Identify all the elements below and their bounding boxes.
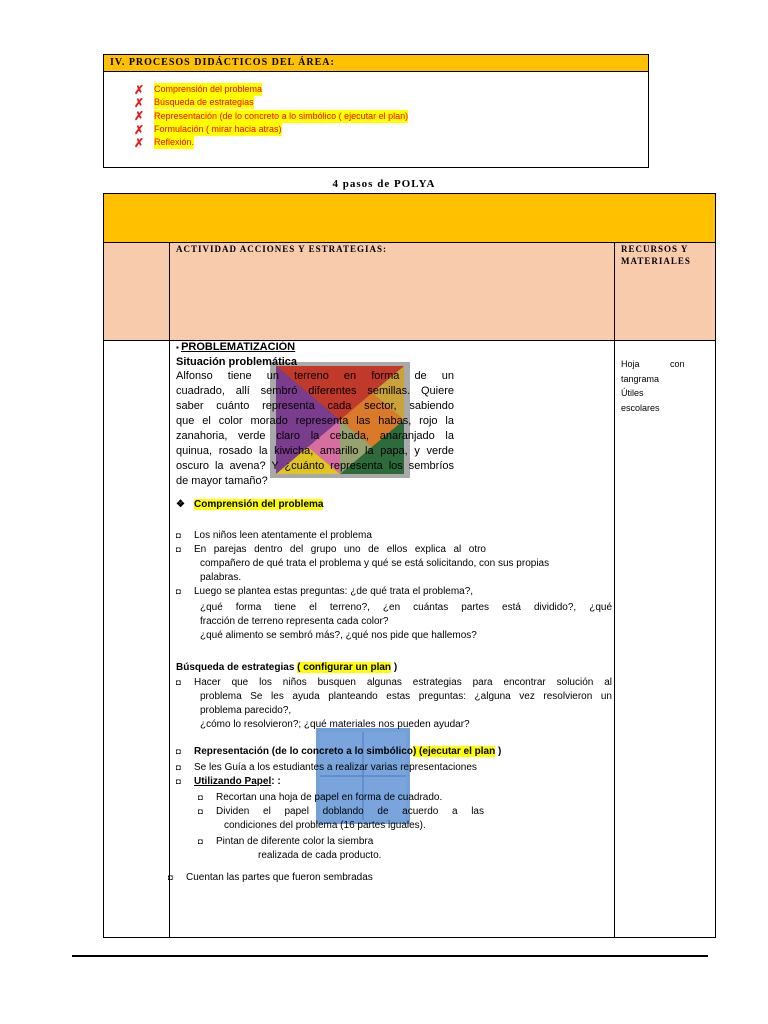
list-item: ◘ Pintan de diferente color la siembra — [198, 836, 374, 847]
box-bullet-icon: ◘ — [198, 837, 203, 846]
problem-line: saber cuánto representa cada sector, sabiendo — [176, 400, 454, 412]
list-item-cont: ¿qué alimento se sembró más?, ¿qué nos pide que hallemos? — [200, 630, 477, 641]
box-bullet-icon: ◘ — [176, 545, 181, 554]
list-item: ◘ Recortan una hoja de papel en forma de cuadrado. — [198, 792, 443, 803]
recursos-line: escolares — [621, 402, 660, 413]
table-border — [715, 193, 716, 938]
list-item-cont: problema Se les ayuda planteando estas preguntas: ¿alguna vez resolvieron un — [200, 691, 612, 702]
problem-line: Alfonso tiene un terreno en forma de un — [176, 370, 454, 382]
table-border — [103, 193, 104, 938]
cross-icon: ✗ — [134, 109, 145, 124]
process-item: ✗ Formulación ( mirar hacia atras) — [134, 122, 282, 137]
diamond-bullet-icon: ❖ — [176, 499, 185, 510]
process-item: ✗ Comprensión del problema — [134, 82, 263, 97]
box-bullet-icon: ◘ — [176, 777, 181, 786]
cross-icon: ✗ — [134, 95, 145, 110]
box-bullet-icon: ◘ — [176, 678, 181, 687]
cuentan-item: ◘ Cuentan las partes que fueron sembradas — [168, 872, 373, 883]
col-actividad-header: ACTIVIDAD ACCIONES Y ESTRATEGIAS: — [176, 244, 387, 254]
table-border — [103, 937, 716, 938]
situacion-heading: Situación problemática — [176, 356, 298, 368]
cross-icon: ✗ — [134, 82, 145, 97]
comprension-list — [176, 529, 612, 643]
list-item-cont: palabras. — [200, 572, 242, 583]
table-border — [103, 193, 716, 194]
problem-line: zanahoria, verde claro la cebada, anaranjado la — [176, 430, 454, 442]
table-header-yellow — [103, 193, 715, 242]
recursos-line: Hoja con — [621, 359, 685, 369]
section-iv-title: IV. PROCESOS DIDÁCTICOS DEL ÁREA: — [104, 55, 648, 72]
busqueda-list — [176, 676, 612, 732]
list-item-cont: problema parecido?, — [200, 705, 292, 716]
list-item: ◘ Hacer que los niños busquen algunas estrategias para encontrar solución al — [176, 677, 612, 688]
process-item: ✗ Reflexión. — [134, 135, 195, 150]
box-bullet-icon: ◘ — [198, 807, 203, 816]
box-bullet-icon: ◘ — [176, 747, 181, 756]
cross-icon: ✗ — [134, 122, 145, 137]
list-item: ◘ Se les Guía a los estudiantes a realizar varias representaciones — [176, 762, 477, 773]
problem-line: que el color morado representa las habas, rojo la — [176, 415, 454, 427]
comprension-heading: ❖ Comprensión del problema — [176, 499, 324, 510]
cross-icon: ✗ — [134, 135, 145, 150]
list-item-cont: condiciones del problema (16 partes iguales). — [224, 820, 426, 831]
papel-list — [198, 791, 484, 863]
list-item: ◘ Los niños leen atentamente el problema — [176, 530, 372, 541]
representacion-heading: ◘ Representación (de lo concreto a lo simbólico) (ejecutar el plan ) — [176, 746, 502, 757]
box-bullet-icon: ◘ — [168, 873, 173, 882]
list-item-cont: realizada de cada producto. — [258, 850, 382, 861]
list-item: ◘ Dividen el papel doblando de acuerdo a las — [198, 806, 484, 817]
table-border — [614, 242, 615, 938]
problematizacion-heading: ▪ PROBLEMATIZACIÓN — [176, 341, 296, 353]
col-recursos-header: RECURSOS Y MATERIALES — [621, 244, 691, 266]
section-iv-box — [103, 54, 649, 168]
box-bullet-icon: ◘ — [198, 793, 203, 802]
problem-line: oscuro la avena? Y ¿cuánto representa los sembríos — [176, 460, 454, 472]
problem-section — [176, 340, 454, 489]
problem-line: quinua, rosado la kiwicha, amarillo la papa, y verde — [176, 445, 454, 457]
list-item-cont: ¿cómo lo resolvieron?; ¿qué materiales nos pueden ayudar? — [200, 719, 470, 730]
process-list — [134, 83, 408, 149]
recursos-list — [621, 357, 687, 415]
busqueda-heading: Búsqueda de estrategias ( configurar un plan ) — [176, 662, 398, 673]
problem-line: de mayor tamaño? — [176, 475, 268, 487]
box-bullet-icon: ◘ — [176, 587, 181, 596]
representacion-list — [176, 761, 612, 789]
bullet-icon: ▪ — [176, 343, 182, 352]
problem-line: cuadrado, allí sembró diferentes semillas. Quiere — [176, 385, 454, 397]
list-item: ◘ Luego se plantea estas preguntas: ¿de qué trata el problema?, — [176, 586, 474, 597]
footer-rule — [72, 955, 708, 957]
process-item: ✗ Representación (de lo concreto a lo simbólico ( ejecutar el plan) — [134, 109, 409, 124]
list-item-cont: fracción de terreno representa cada color? — [200, 616, 389, 627]
process-item: ✗ Búsqueda de estrategias — [134, 95, 254, 110]
list-item: ◘ Utilizando Papel: : — [176, 776, 281, 787]
list-item-cont: ¿qué forma tiene el terreno?, ¿en cuántas partes está dividido?, ¿qué — [200, 602, 612, 613]
polya-title: 4 pasos de POLYA — [332, 178, 436, 190]
box-bullet-icon: ◘ — [176, 763, 181, 772]
list-item-cont: compañero de qué trata el problema y qué se está solicitando, con sus propias — [200, 558, 550, 569]
recursos-line: tangrama — [621, 373, 660, 384]
table-border — [169, 242, 170, 938]
box-bullet-icon: ◘ — [176, 531, 181, 540]
recursos-line: Útiles — [621, 388, 644, 398]
list-item: ◘ En parejas dentro del grupo uno de ellos explica al otro — [176, 544, 486, 555]
